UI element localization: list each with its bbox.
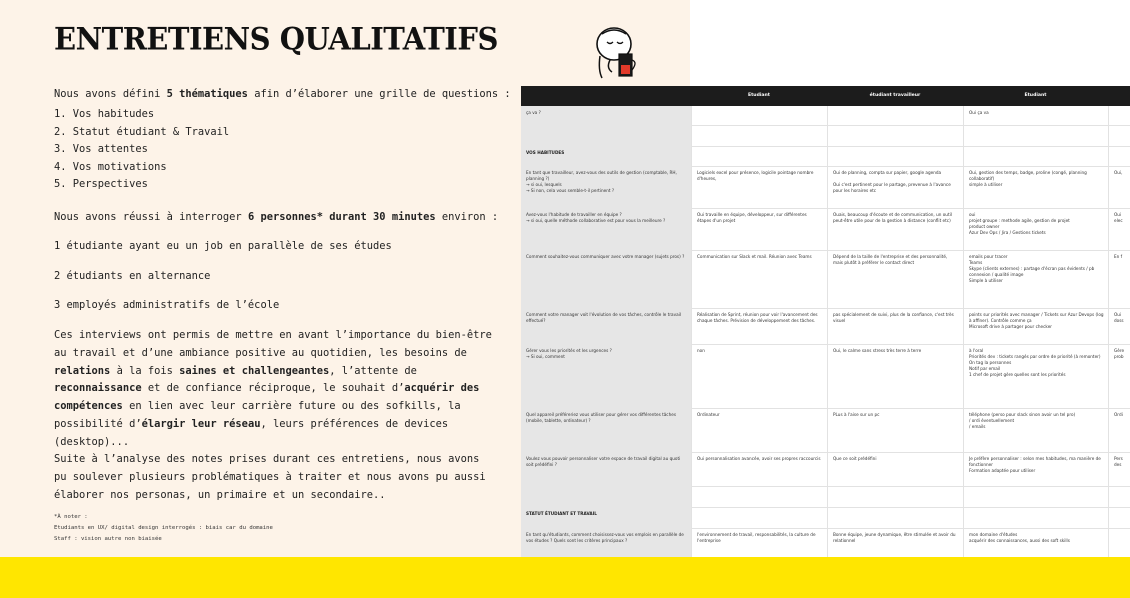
column-divider [827, 106, 828, 557]
answer-cell: Oui elec [1114, 212, 1123, 223]
table-row [521, 408, 1130, 453]
table-row [521, 146, 1130, 167]
interview-table [521, 86, 1130, 557]
findings-text: et de confiance réciproque, le souhait d’ [141, 382, 405, 395]
answer-cell: Oui doss [1114, 312, 1124, 323]
findings-text: à la fois [110, 364, 180, 377]
answer-cell: Oui personnalisation avancée, avoir ses propres raccourcis [697, 456, 821, 461]
answer-cell: PLus à l'aise sur un pc [833, 412, 880, 417]
intro-bold: 5 thématiques [166, 88, 248, 100]
table-row [521, 452, 1130, 487]
answer-cell: Je préfère personnaliser : selon mes habitudes, ma manière de fonctionner Formation adaptée pour utiliser [969, 456, 1101, 473]
answer-cell: Communication sur Slack et mail. Réunion avec Teams [697, 254, 812, 259]
question-cell: Quel appareil préféreriez vous utiliser pour gérer vos différentes tâches (mobile, tablette, ordinateur) ? [521, 408, 691, 452]
table-row [521, 125, 1130, 147]
table-row [521, 308, 1130, 345]
column-divider [963, 106, 964, 557]
answer-cell: Oui, le calme sans stress très terre à terre [833, 348, 922, 353]
intro-text [54, 88, 511, 100]
table-header [521, 86, 1130, 106]
interviews-before: Nous avons réussi à interroger [54, 211, 248, 223]
footer-band [0, 557, 1130, 598]
findings-text: en lien avec leur carrière future ou des sofkills, la possibilité d’ [54, 400, 461, 430]
answer-cell: Gère prob [1114, 348, 1125, 359]
question-cell: En tant que travailleur, avez-vous des outils de gestion (comptable, RH, planning ?) → si oui, lesquels → Si non, cela vous semble-t-il pertinent ? [521, 166, 691, 208]
conclusion-paragraph: Suite à l’analyse des notes prises durant ces entretiens, nous avons pu soulever plusieurs problématiques à traiter et nous avons pu aussi élaborer nos personas, un primaire et un secondaire.. [54, 453, 486, 501]
answer-cell: Pers des [1114, 456, 1123, 467]
answer-cell: non [697, 348, 705, 353]
question-cell: Voulez vous pouvoir personnaliser votre espace de travail digital au quoti soit prédéfini ? [521, 452, 691, 486]
answer-cell: l'environnement de travail, responsabilités, la culture de l'entreprise [697, 532, 816, 543]
answer-cell: Ouais, beaucoup d'écoute et de communication, un outil peut-être utile pour de la gestion à distance (conflit etc) [833, 212, 952, 223]
answer-cell: Oui travaille en équipe, développeur, sur différentes étapes d'un projet [697, 212, 807, 223]
question-cell: STATUT ÉTUDIANT ET TRAVAIL [521, 507, 691, 528]
footnotes [54, 512, 273, 544]
answer-cell: emails pour tracer Teams Skype (clients externes) : partage d'écran pas évidents / pb connexion / qualité image Simple à utiliser [969, 254, 1095, 283]
answer-cell: Logiciels excel pour présence, logicile pointage nombre d'heures, [697, 170, 814, 181]
findings-bold: acquérir des compétences [54, 382, 480, 413]
themes-list [54, 106, 229, 194]
group-item: 3 employés administratifs de l’école [54, 299, 280, 311]
answer-cell: Bonne équipe, jeune dynamique, être stimulée et avoir du relationnel [833, 532, 956, 543]
findings-bold: reconnaissance [54, 382, 142, 395]
table-row [521, 486, 1130, 508]
interviews-after: environ : [435, 211, 499, 223]
page-title: ENTRETIENS QUALITATIFS [54, 21, 498, 57]
answer-cell: téléphone (perso pour slack sinon avoir un tel pro) / ordi éventuellement / emails [969, 412, 1076, 429]
theme-item: 3. Vos attentes [54, 143, 148, 156]
table-row [521, 250, 1130, 309]
findings-paragraph [54, 327, 494, 452]
findings-bold: élargir leur réseau [141, 417, 261, 430]
footnote: Staff : vision autre non biaisée [54, 535, 162, 542]
answer-cell: Oui, [1114, 170, 1123, 175]
theme-item: 4. Vos motivations [54, 160, 167, 173]
question-cell: Comment votre manager voit l'évolution de vos tâches, contrôle le travail effectué? [521, 308, 691, 344]
column-divider [691, 106, 692, 557]
table-row [521, 166, 1130, 209]
findings-bold: saines et challengeantes [179, 364, 330, 377]
answer-cell: Réalisation de Sprint, réunion pour voir l'avancement des chaque tâches. Prévision de développement des tâches. [697, 312, 818, 323]
answer-cell: Dépend de la taille de l'entreprise et des personnalité, mais plutôt à préférer le contact direct [833, 254, 948, 265]
column-divider [1108, 106, 1109, 557]
interviews-bold: 6 personnes* durant 30 minutes [247, 211, 436, 223]
table-row [521, 528, 1130, 557]
table-row [521, 507, 1130, 529]
question-cell [521, 486, 691, 507]
answer-cell: Oui, gestion des temps, badge, proline (congé, planning collaboratif) simple à utiliser [969, 170, 1087, 187]
question-cell [521, 125, 691, 146]
theme-item: 2. Statut étudiant & Travail [54, 125, 230, 138]
group-item: 2 étudiants en alternance [54, 270, 211, 282]
footnote: *À noter : [54, 514, 88, 520]
answer-cell: points sur priorités avec manager / Tickets sur Azur Devops (log à affiner). Contrôle comme ça Microsoft drive à partager pour checker [969, 312, 1104, 329]
findings-bold: relations [54, 364, 111, 377]
theme-item: 1. Vos habitudes [54, 108, 155, 120]
question-cell: Comment souhaitez-vous communiquer avec votre manager (sujets pros) ? [521, 250, 691, 308]
intro-before: Nous avons défini [54, 88, 167, 100]
intro-after: afin d’élaborer une grille de questions : [247, 88, 511, 100]
answer-cell: En f [1114, 254, 1123, 259]
findings-text: , leurs préférences de devices (desktop)... [54, 417, 449, 448]
column-header: Etudiant [747, 93, 771, 98]
findings-text: , l’attente de [329, 364, 417, 377]
column-header: étudiant travailleur [869, 93, 921, 98]
table-row [521, 106, 1130, 126]
column-header: Etudiant [1024, 93, 1047, 98]
question-cell: Gérer vous les priorités et les urgences ? → Si oui, comment [521, 344, 691, 408]
table-row [521, 208, 1130, 251]
group-item: 1 étudiante ayant eu un job en parallèle de ses études [54, 240, 392, 252]
answer-cell: mon domaine d'études acquérir des connaissances, aussi des soft skills [969, 532, 1070, 543]
findings-text: Ces interviews ont permis de mettre en avant l’importance du bien-être au travail et d’une ambiance positive au quotidien, les besoins de [54, 329, 492, 359]
question-cell: VOS HABITUDES [521, 146, 691, 166]
table-row [521, 344, 1130, 409]
answer-cell: Que ce soit prédéfini [833, 456, 877, 461]
answer-cell: à l'oral Priorités dev : tickets rangés par ordre de priorité (à remonter) On tag la personnes Notif par email 1 chef de projet gère quelles sont les priorités [969, 348, 1101, 377]
question-cell: En tant qu'étudiants, comment choisissez-vous vos emplois en parallèle de vos études ? Quels sont les critères principaux ? [521, 528, 691, 557]
interviews-text [54, 211, 498, 223]
question-cell: Avez-vous l'habitude de travailler en équipe ? → si oui, quelle méthode collaborative est pour vous la meilleure ? [521, 208, 691, 250]
question-cell: ça va ? [521, 106, 691, 125]
answer-cell: Ordinateur [697, 412, 720, 417]
footnote: Etudiants en UX/ digital design interrogés : biais car du domaine [54, 524, 273, 531]
theme-item: 5. Perspectives [54, 178, 148, 191]
answer-cell: Ordi [1114, 412, 1123, 417]
answer-cell: Oui ça va [969, 110, 989, 115]
answer-cell: oui projet groupe : methode agile, gestion de projet product owner Azur Dev Ops / Jira / Gestions tickets [969, 212, 1070, 235]
answer-cell: pas spécialement de suivi, plus de la confiance, c'est très visuel [833, 312, 954, 323]
answer-cell: Oui de planning, compta sur papier, google agenda Oui c'est pertinent pour le partage, prevenue à l'avance pour les horaires etc [833, 170, 951, 193]
person-drinking-illustration [588, 20, 648, 80]
